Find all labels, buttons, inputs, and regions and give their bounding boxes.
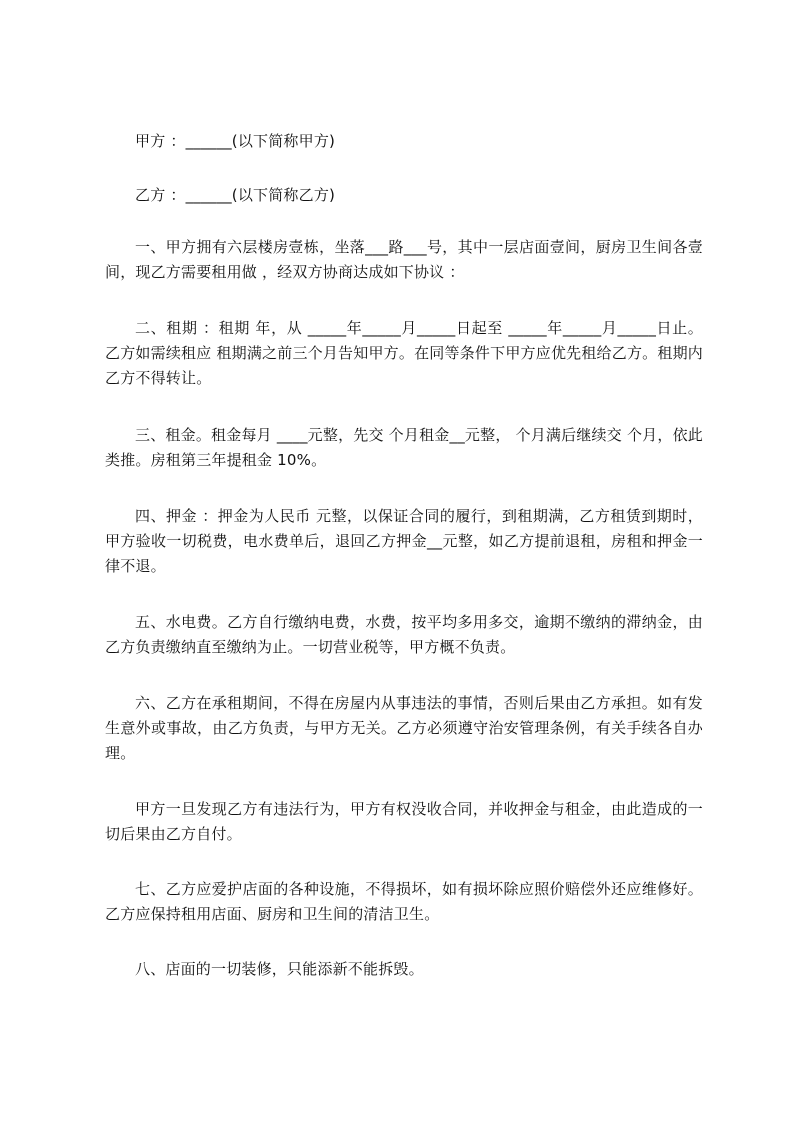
clause-4-deposit: 四、押金 ：押金为人民币 元整，以保证合同的履行，到租期满，乙方租赁到期时，甲方验收一切税费，电水费单后，退回乙方押金__元整，如乙方提前退租，房租和押金一律不退。 bbox=[105, 507, 703, 575]
clause-2-lease-term: 二、租期 ：租期 年，从 _____年_____月_____日起至 _____年_____月_____日止。乙方如需续租应 租期满之前三个月告知甲方。在同等条件下甲方应优先租给乙方。租期内乙方不得转让。 bbox=[105, 319, 703, 387]
clause-1-property: 一、甲方拥有六层楼房壹栋，坐落___路___号，其中一层店面壹间，厨房卫生间各壹间，现乙方需要租用做 ，经双方协商达成如下协议 ： bbox=[105, 238, 703, 281]
clause-7-facilities: 七、乙方应爱护店面的各种设施，不得损坏，如有损坏除应照价赔偿外还应维修好。乙方应保持租用店面、厨房和卫生间的清洁卫生。 bbox=[105, 880, 703, 923]
clause-6-violation-note: 甲方一旦发现乙方有违法行为，甲方有权没收合同，并收押金与租金，由此造成的一切后果由乙方自付。 bbox=[105, 800, 703, 843]
clause-3-rent: 三、租金。租金每月 ____元整，先交 个月租金__元整， 个月满后继续交 个月，依此类推。房租第三年提租金 10%。 bbox=[105, 426, 703, 469]
clause-6-legal-use: 六、乙方在承租期间，不得在房屋内从事违法的事情，否则后果由乙方承担。如有发生意外或事故，由乙方负责，与甲方无关。乙方必须遵守治安管理条例，有关手续各自办理。 bbox=[105, 694, 703, 762]
party-a-line: 甲方 ：______(以下简称甲方) bbox=[135, 132, 336, 150]
clause-5-utilities: 五、水电费。乙方自行缴纳电费，水费，按平均多用多交，逾期不缴纳的滞纳金，由乙方负责缴纳直至缴纳为止。一切营业税等，甲方概不负责。 bbox=[105, 613, 703, 656]
clause-8-renovation: 八、店面的一切装修，只能添新不能拆毁。 bbox=[135, 960, 424, 978]
party-b-line: 乙方 ：______(以下简称乙方) bbox=[135, 186, 336, 204]
